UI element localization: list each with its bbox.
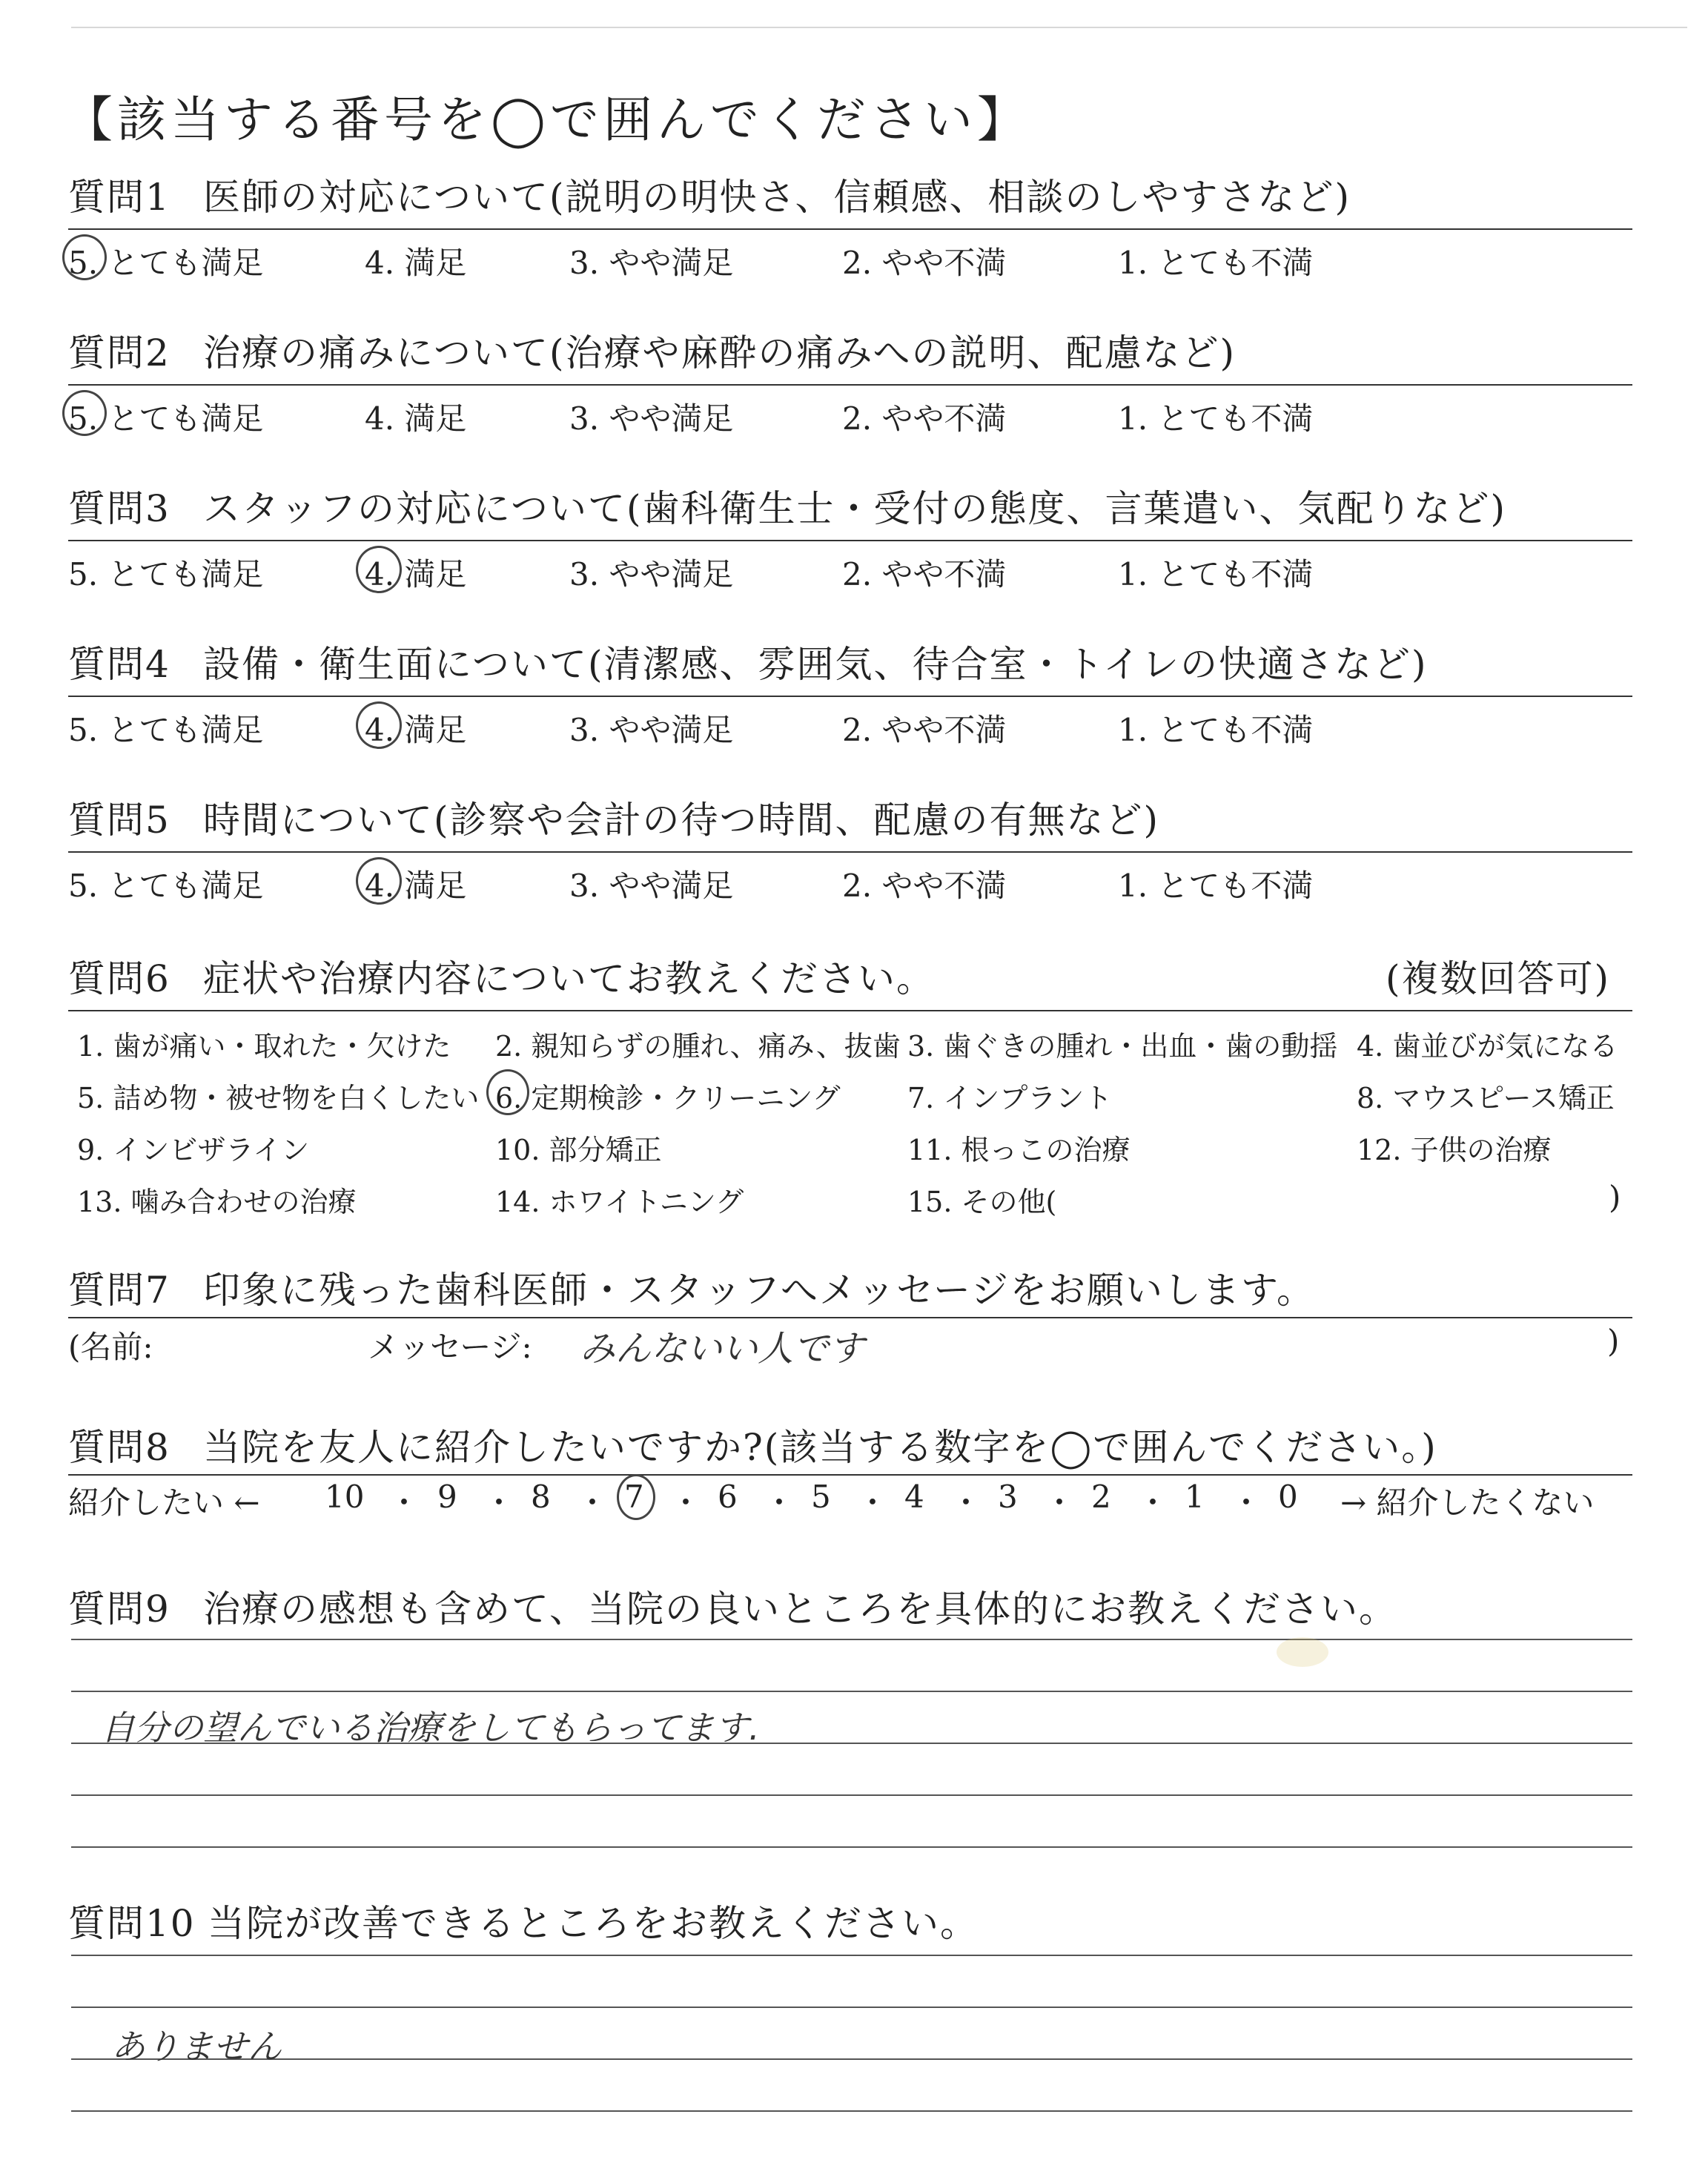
question-text: 治療の感想も含めて、当院の良いところを具体的にお教えください。 xyxy=(203,1588,1397,1631)
symptom-option-10[interactable]: 10. 部分矯正 xyxy=(495,1134,662,1166)
rating-options-q3 xyxy=(68,550,1632,602)
question-text: 医師の対応について(説明の明快さ、信頼感、相談のしやすさなど) xyxy=(203,176,1351,219)
question-number: 質問7 xyxy=(68,1269,171,1312)
symptom-row-1 xyxy=(77,1023,1641,1075)
scale-separator: ・ xyxy=(857,1484,889,1521)
selection-circle xyxy=(356,546,402,593)
question-text: 印象に残った歯科医師・スタッフへメッセージをお願いします。 xyxy=(203,1269,1315,1312)
symptom-row-2 xyxy=(77,1075,1641,1127)
question-3 xyxy=(68,483,1632,540)
question-number: 質問10 xyxy=(68,1902,196,1945)
scale-separator: ・ xyxy=(483,1484,515,1521)
scale-separator: ・ xyxy=(577,1484,609,1521)
rating-option-2[interactable]: 2. やや不満 xyxy=(842,245,1007,281)
scale-option-2[interactable]: 2 xyxy=(1091,1479,1111,1515)
symptom-option-4[interactable]: 4. 歯並びが気になる xyxy=(1357,1030,1618,1063)
scale-option-9[interactable]: 9 xyxy=(437,1479,457,1515)
scale-option-8[interactable]: 8 xyxy=(531,1479,551,1515)
good-points-answer[interactable]: 自分の望んでいる治療をしてもらってます. xyxy=(101,1708,760,1748)
message-line xyxy=(68,1320,1655,1372)
selection-circle xyxy=(356,701,402,749)
symptom-row-4 xyxy=(77,1179,1641,1231)
rating-option-4[interactable]: 4. 満足 xyxy=(365,556,467,592)
scale-option-4[interactable]: 4 xyxy=(904,1479,924,1515)
rating-options-q1 xyxy=(68,239,1632,291)
symptom-option-5[interactable]: 5. 詰め物・被せ物を白くしたい xyxy=(77,1082,480,1114)
scale-option-6[interactable]: 6 xyxy=(718,1479,738,1515)
rating-option-5[interactable]: 5. とても満足 xyxy=(68,712,264,748)
rating-option-5[interactable]: 5. とても満足 xyxy=(68,245,264,281)
scale-separator: ・ xyxy=(1137,1484,1169,1521)
question-1 xyxy=(68,172,1632,228)
rating-options-q4 xyxy=(68,706,1632,758)
scale-option-5[interactable]: 5 xyxy=(811,1479,831,1515)
answer-line xyxy=(71,1955,1632,1956)
scale-separator: ・ xyxy=(388,1484,420,1521)
scale-option-1[interactable]: 1 xyxy=(1185,1479,1205,1515)
symptom-option-8[interactable]: 8. マウスピース矯正 xyxy=(1357,1082,1615,1114)
question-2 xyxy=(68,328,1632,384)
rating-options-q5 xyxy=(68,862,1632,914)
question-number: 質問3 xyxy=(68,487,171,530)
scale-option-10[interactable]: 10 xyxy=(325,1479,365,1515)
scale-option-0[interactable]: 0 xyxy=(1278,1479,1298,1515)
answer-line xyxy=(71,1846,1632,1848)
symptom-option-1[interactable]: 1. 歯が痛い・取れた・欠けた xyxy=(77,1030,451,1063)
symptom-option-14[interactable]: 14. ホワイトニング xyxy=(495,1186,744,1218)
question-text: 当院が改善できるところをお教えください。 xyxy=(208,1902,979,1945)
rating-option-4[interactable]: 4. 満足 xyxy=(365,245,467,281)
scale-separator: ・ xyxy=(1044,1484,1076,1521)
rating-option-4[interactable]: 4. 満足 xyxy=(365,868,467,904)
selection-circle xyxy=(62,390,107,436)
question-rule xyxy=(68,851,1632,853)
message-label: メッセージ: xyxy=(368,1329,532,1365)
question-10 xyxy=(68,1898,1632,1955)
recommend-scale xyxy=(68,1479,1655,1530)
name-label: (名前: xyxy=(68,1329,153,1365)
rating-option-2[interactable]: 2. やや不満 xyxy=(842,400,1007,437)
question-number: 質問2 xyxy=(68,331,171,374)
selection-circle xyxy=(62,234,107,280)
rating-option-3[interactable]: 3. やや満足 xyxy=(569,556,734,592)
rating-option-2[interactable]: 2. やや不満 xyxy=(842,712,1007,748)
selection-circle xyxy=(356,857,402,905)
rating-option-1[interactable]: 1. とても不満 xyxy=(1118,868,1314,904)
answer-line xyxy=(71,2058,1632,2060)
answer-line xyxy=(71,2007,1632,2008)
rating-option-1[interactable]: 1. とても不満 xyxy=(1118,712,1314,748)
symptom-option-9[interactable]: 9. インビザライン xyxy=(77,1134,310,1166)
question-rule xyxy=(68,696,1632,697)
answer-line xyxy=(71,1691,1632,1692)
question-number: 質問1 xyxy=(68,176,171,219)
rating-option-2[interactable]: 2. やや不満 xyxy=(842,556,1007,592)
rating-option-3[interactable]: 3. やや満足 xyxy=(569,712,734,748)
question-text: 設備・衛生面について(清潔感、雰囲気、待合室・トイレの快適さなど) xyxy=(203,643,1428,686)
question-number: 質問6 xyxy=(68,957,171,1000)
message-input[interactable]: みんないい人です xyxy=(580,1328,865,1370)
other-close-paren: ) xyxy=(1609,1179,1621,1215)
answer-line xyxy=(71,2110,1632,2112)
top-border xyxy=(71,27,1687,28)
question-text: 当院を友人に紹介したいですか?(該当する数字を◯で囲んでください。) xyxy=(203,1426,1437,1469)
scale-separator: ・ xyxy=(1231,1484,1262,1521)
scale-separator: ・ xyxy=(670,1484,702,1521)
symptom-option-6[interactable]: 6. 定期検診・クリーニング xyxy=(495,1082,841,1114)
question-6 xyxy=(68,954,1632,1010)
question-rule xyxy=(68,1010,1632,1011)
rating-option-2[interactable]: 2. やや不満 xyxy=(842,868,1007,904)
selection-circle xyxy=(617,1474,655,1520)
question-text: 治療の痛みについて(治療や麻酔の痛みへの説明、配慮など) xyxy=(203,331,1237,374)
selection-circle xyxy=(486,1069,529,1115)
rating-option-3[interactable]: 3. やや満足 xyxy=(569,245,734,281)
recommend-left-label: 紹介したい ← xyxy=(68,1484,260,1521)
rating-option-3[interactable]: 3. やや満足 xyxy=(569,868,734,904)
question-8 xyxy=(68,1422,1632,1479)
question-text: 時間について(診察や会計の待つ時間、配慮の有無など) xyxy=(203,799,1160,842)
answer-line xyxy=(71,1794,1632,1796)
question-text: 症状や治療内容についてお教えください。 xyxy=(203,957,935,1000)
answer-line xyxy=(71,1639,1632,1640)
scale-separator: ・ xyxy=(950,1484,982,1521)
recommend-right-label: → 紹介したくない xyxy=(1340,1484,1595,1521)
question-number: 質問8 xyxy=(68,1426,171,1469)
rating-option-5[interactable]: 5. とても満足 xyxy=(68,556,264,592)
scale-option-3[interactable]: 3 xyxy=(998,1479,1018,1515)
symptom-row-3 xyxy=(77,1127,1641,1179)
rating-option-5[interactable]: 5. とても満足 xyxy=(68,868,264,904)
question-rule xyxy=(68,228,1632,230)
message-close-paren: ) xyxy=(1607,1323,1620,1359)
rating-option-5[interactable]: 5. とても満足 xyxy=(68,400,264,437)
symptom-option-15[interactable]: 15. その他( xyxy=(907,1186,1057,1218)
question-number: 質問4 xyxy=(68,643,171,686)
rating-option-4[interactable]: 4. 満足 xyxy=(365,400,467,437)
rating-option-1[interactable]: 1. とても不満 xyxy=(1118,556,1314,592)
rating-option-4[interactable]: 4. 満足 xyxy=(365,712,467,748)
symptom-option-7[interactable]: 7. インプラント xyxy=(907,1082,1113,1114)
scale-option-7[interactable]: 7 xyxy=(624,1479,644,1515)
symptom-option-2[interactable]: 2. 親知らずの腫れ、痛み、抜歯 xyxy=(495,1030,901,1063)
question-number: 質問5 xyxy=(68,799,171,842)
rating-option-1[interactable]: 1. とても不満 xyxy=(1118,245,1314,281)
question-rule xyxy=(68,1474,1632,1476)
symptom-option-12[interactable]: 12. 子供の治療 xyxy=(1357,1134,1552,1166)
question-7 xyxy=(68,1265,1632,1321)
rating-options-q2 xyxy=(68,394,1632,446)
question-4 xyxy=(68,639,1632,696)
question-5 xyxy=(68,795,1632,851)
rating-option-1[interactable]: 1. とても不満 xyxy=(1118,400,1314,437)
question-rule xyxy=(68,384,1632,386)
scale-separator: ・ xyxy=(764,1484,795,1521)
page-title: 【該当する番号を◯で囲んでください】 xyxy=(64,91,1030,148)
question-rule xyxy=(68,1317,1632,1318)
question-9 xyxy=(68,1584,1632,1640)
paper-stain xyxy=(1277,1637,1328,1667)
improvement-answer[interactable]: ありません xyxy=(111,2027,282,2067)
question-number: 質問9 xyxy=(68,1588,171,1631)
multiple-answer-note: (複数回答可) xyxy=(1385,957,1610,1000)
symptom-option-11[interactable]: 11. 根っこの治療 xyxy=(907,1134,1131,1166)
question-rule xyxy=(68,540,1632,541)
question-text: スタッフの対応について(歯科衛生士・受付の態度、言葉遣い、気配りなど) xyxy=(203,487,1507,530)
symptom-option-13[interactable]: 13. 噛み合わせの治療 xyxy=(77,1186,357,1218)
rating-option-3[interactable]: 3. やや満足 xyxy=(569,400,734,437)
symptom-option-3[interactable]: 3. 歯ぐきの腫れ・出血・歯の動揺 xyxy=(907,1030,1338,1063)
